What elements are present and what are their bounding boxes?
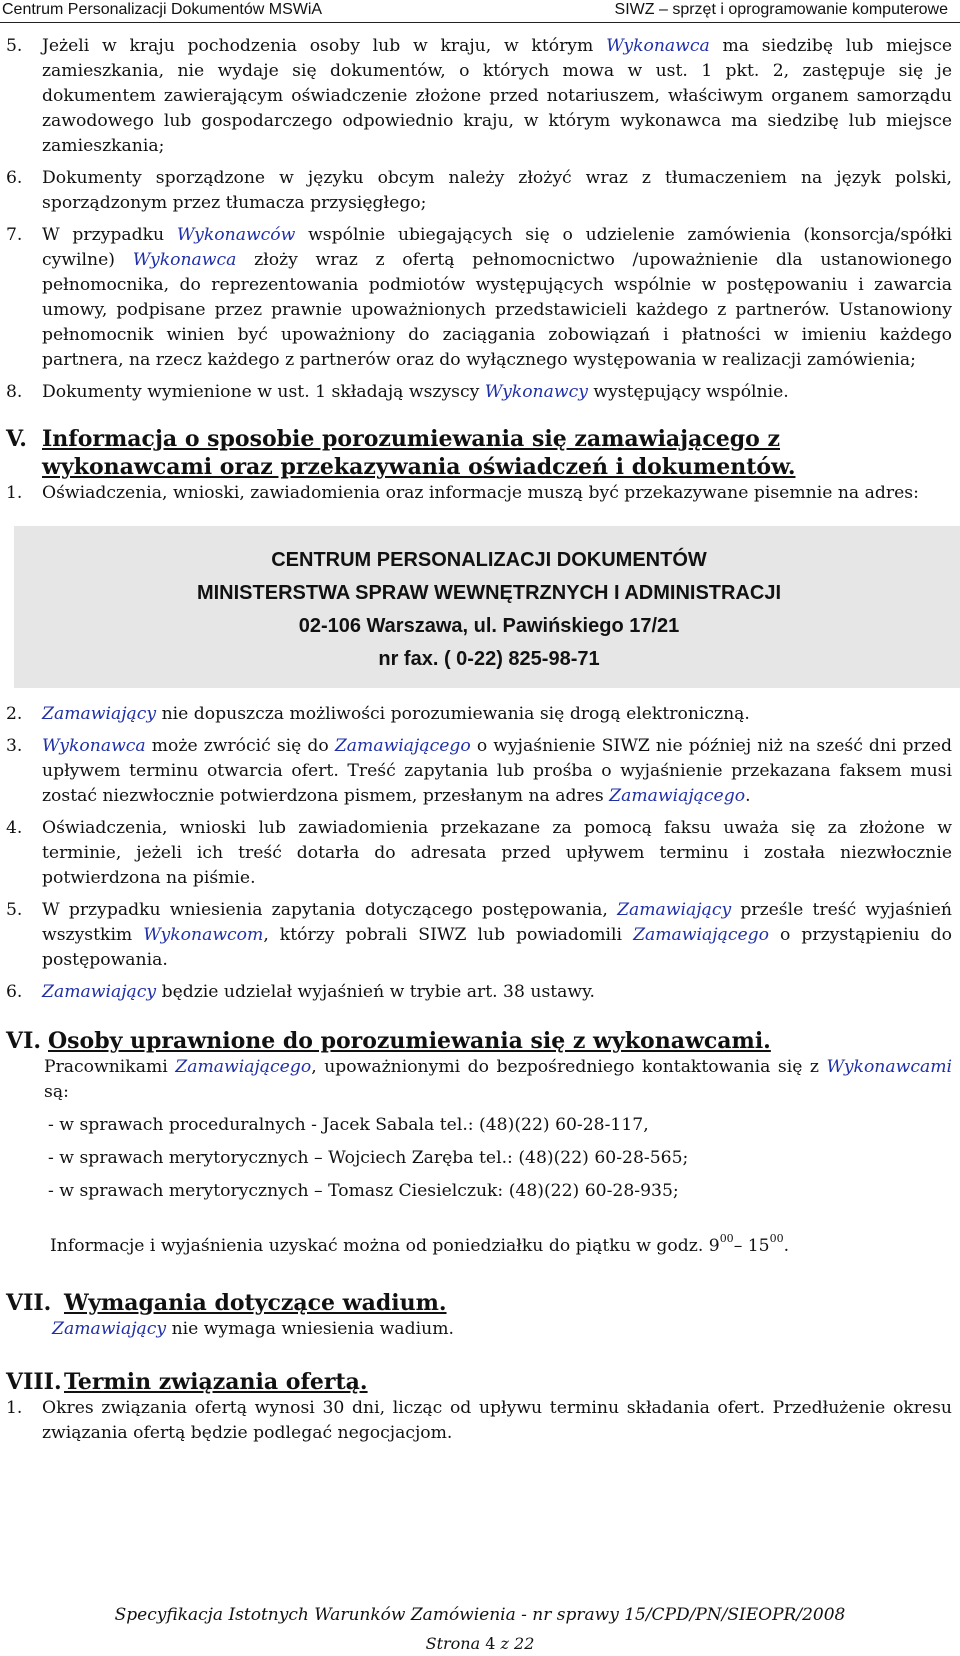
header-document-title: SIWZ – sprzęt i oprogramowanie komputerowe (614, 1, 948, 18)
defined-term: Wykonawcom (143, 925, 264, 945)
item-number: 5. (6, 36, 23, 56)
item-number: 5. (6, 900, 23, 920)
item-text: Oświadczenia, wnioski, zawiadomienia oraz informacje muszą być przekazywane pisemnie na adres: (42, 483, 919, 503)
list-item (6, 166, 952, 216)
defined-term: Wykonawca (606, 36, 710, 56)
section-heading-viii (6, 1368, 952, 1396)
defined-term: Zamawiający (42, 704, 157, 724)
list-item (6, 481, 952, 506)
section-number: VIII. (6, 1369, 62, 1395)
defined-term: Wykonawców (176, 225, 296, 245)
address-box (14, 526, 960, 688)
hours-end-superscript: 00 (769, 1232, 784, 1246)
list-item (6, 980, 952, 1005)
item-text: Okres związania ofertą wynosi 30 dni, licząc od upływu terminu składania ofert. Przedłużenie okresu związania ofertą będzie podlegać negocjacjom. (42, 1398, 952, 1443)
item-number: 8. (6, 382, 23, 402)
defined-term: Wykonawca (132, 250, 237, 270)
hours-start-superscript: 00 (719, 1232, 734, 1246)
section-title: Wymagania dotyczące wadium. (64, 1290, 447, 1316)
office-hours-end: . (783, 1236, 790, 1256)
section-heading-vi (6, 1027, 952, 1055)
defined-term: Zamawiający (42, 982, 157, 1002)
page-separator: z (500, 1634, 509, 1653)
item-number: 1. (6, 483, 23, 503)
contact-item: - w sprawach merytorycznych – Wojciech Zaręba tel.: (48)(22) 60-28-565; (48, 1148, 689, 1168)
list-item (6, 898, 952, 973)
section-heading-v (6, 425, 952, 481)
section-title: Termin związania ofertą. (64, 1369, 368, 1395)
section-heading-vii (6, 1289, 952, 1317)
list-item (6, 816, 952, 891)
defined-term: Wykonawca (42, 736, 146, 756)
list-item (6, 702, 952, 727)
list-item (6, 380, 952, 405)
item-text: W przypadku wniesienia zapytania dotyczącego postępowania, Zamawiający prześle treść wyjaśnień wszystkim Wykonawcom, którzy pobrali SIWZ lub powiadomili Zamawiającego o przystąpieniu do postępowania. (42, 900, 953, 970)
item-number: 4. (6, 818, 23, 838)
defined-term: Wykonawcy (484, 382, 588, 402)
page-header (0, 0, 960, 23)
contacts-intro (6, 1055, 952, 1105)
address-line: CENTRUM PERSONALIZACJI DOKUMENTÓW (271, 549, 707, 571)
item-text: Wykonawca może zwrócić się do Zamawiającego o wyjaśnienie SIWZ nie później niż na sześć dni przed upływem terminu otwarcia ofert. Treść zapytania lub prośba o wyjaśnienie przekazana faksem musi zostać niezwłocznie potwierdzona pismem, przesłanym na adres Zamawiającego. (42, 736, 952, 806)
address-line: MINISTERSTWA SPRAW WEWNĘTRZNYCH I ADMINISTRACJI (196, 582, 782, 604)
address-line: 02-106 Warszawa, ul. Pawińskiego 17/21 (298, 615, 680, 637)
item-number: 7. (6, 225, 23, 245)
item-number: 6. (6, 168, 23, 188)
defined-term: Zamawiającego (633, 925, 769, 945)
item-text: W przypadku Wykonawców wspólnie ubiegających się o udzielenie zamówienia (konsorcja/spółki cywilne) Wykonawca złoży wraz z ofertą pełnomocnictwo /upoważnienie dla ustanowionego pełnomocnika, do reprezentowania podmiotów występujących wspólnie w postępowaniu i zawarcia umowy, podpisane przez prawnie upoważnionych przedstawicieli każdego z partnerów. Ustanowiony pełnomocnik winien być upoważniony do zaciągania zobowiązań i płatności w imieniu każdego partnera, na rzecz każdego z partnerów oraz do wyłącznego występowania w realizacji zamówienia; (42, 225, 952, 370)
defined-term: Zamawiającego (334, 736, 471, 756)
defined-term: Wykonawcami (826, 1057, 952, 1077)
defined-term: Zamawiającego (609, 786, 746, 806)
list-item (6, 1396, 952, 1446)
item-text: Zamawiający nie dopuszcza możliwości porozumiewania się drogą elektroniczną. (42, 704, 750, 724)
item-text: Oświadczenia, wnioski lub zawiadomienia przekazane za pomocą faksu uważa się za złożone w terminie, jeżeli ich treść dotarła do adresata przed upływem terminu i została niezwłocznie potwierdzona na piśmie. (42, 818, 952, 888)
document-body (6, 34, 952, 1446)
item-number: 1. (6, 1398, 23, 1418)
defined-term: Zamawiający (617, 900, 732, 920)
contact-item: - w sprawach merytorycznych – Tomasz Ciesielczuk: (48)(22) 60-28-935; (48, 1181, 679, 1201)
item-text: Dokumenty wymienione w ust. 1 składają wszyscy Wykonawcy występujący wspólnie. (42, 382, 789, 402)
item-text: Dokumenty sporządzone w języku obcym należy złożyć wraz z tłumaczeniem na język polski, sporządzonym przez tłumacza przysięgłego; (42, 168, 952, 213)
list-item (6, 734, 952, 809)
defined-term: Zamawiającego (175, 1057, 312, 1077)
contacts-intro-text: Pracownikami Zamawiającego, upoważnionymi do bezpośredniego kontaktowania się z Wykonawcami są: (44, 1057, 952, 1102)
item-text: Jeżeli w kraju pochodzenia osoby lub w kraju, w którym Wykonawca ma siedzibę lub miejsce zamieszkania, nie wydaje się dokumentów, o których mowa w ust. 1 pkt. 2, zastępuje się je dokumentem zawierającym oświadczenie złożone przed notariuszem, właściwym organem samorządu zawodowego lub gospodarczego odpowiednio kraju, w którym wykonawca ma siedzibę lub miejsce zamieszkania; (42, 36, 952, 156)
page-total: 22 (514, 1634, 535, 1653)
section-number: VI. (6, 1028, 42, 1054)
item-number: 3. (6, 736, 23, 756)
office-hours-mid: – 15 (733, 1236, 770, 1256)
contact-item: - w sprawach proceduralnych - Jacek Sabala tel.: (48)(22) 60-28-117, (48, 1115, 649, 1135)
page-footer: Specyfikacja Istotnych Warunków Zamówienia - nr sprawy 15/CPD/PN/SIEOPR/2008 (114, 1605, 846, 1625)
list-item (6, 34, 952, 159)
section-title: Informacja o sposobie porozumiewania się zamawiającego z wykonawcami oraz przekazywania oświadczeń i dokumentów. (42, 426, 796, 480)
page-number (0, 1634, 960, 1653)
page-current: 4 (485, 1634, 496, 1653)
item-number: 2. (6, 704, 23, 724)
header-organization: Centrum Personalizacji Dokumentów MSWiA (2, 1, 323, 18)
page-prefix: Strona (425, 1634, 481, 1653)
section-number: V. (6, 426, 27, 452)
list-item (6, 223, 952, 373)
section-title: Osoby uprawnione do porozumiewania się z wykonawcami. (48, 1028, 771, 1054)
section-number: VII. (6, 1290, 52, 1316)
wadium-text-content: Zamawiający nie wymaga wniesienia wadium. (52, 1319, 454, 1339)
item-text: Zamawiający będzie udzielał wyjaśnień w trybie art. 38 ustawy. (42, 982, 596, 1002)
office-hours-text: Informacje i wyjaśnienia uzyskać można od poniedziałku do piątku w godz. 9 (50, 1236, 720, 1256)
defined-term: Zamawiający (52, 1319, 167, 1339)
office-hours (6, 1234, 952, 1259)
address-fax: nr fax. ( 0-22) 825-98-71 (378, 648, 600, 670)
wadium-text (6, 1317, 952, 1342)
item-number: 6. (6, 982, 23, 1002)
